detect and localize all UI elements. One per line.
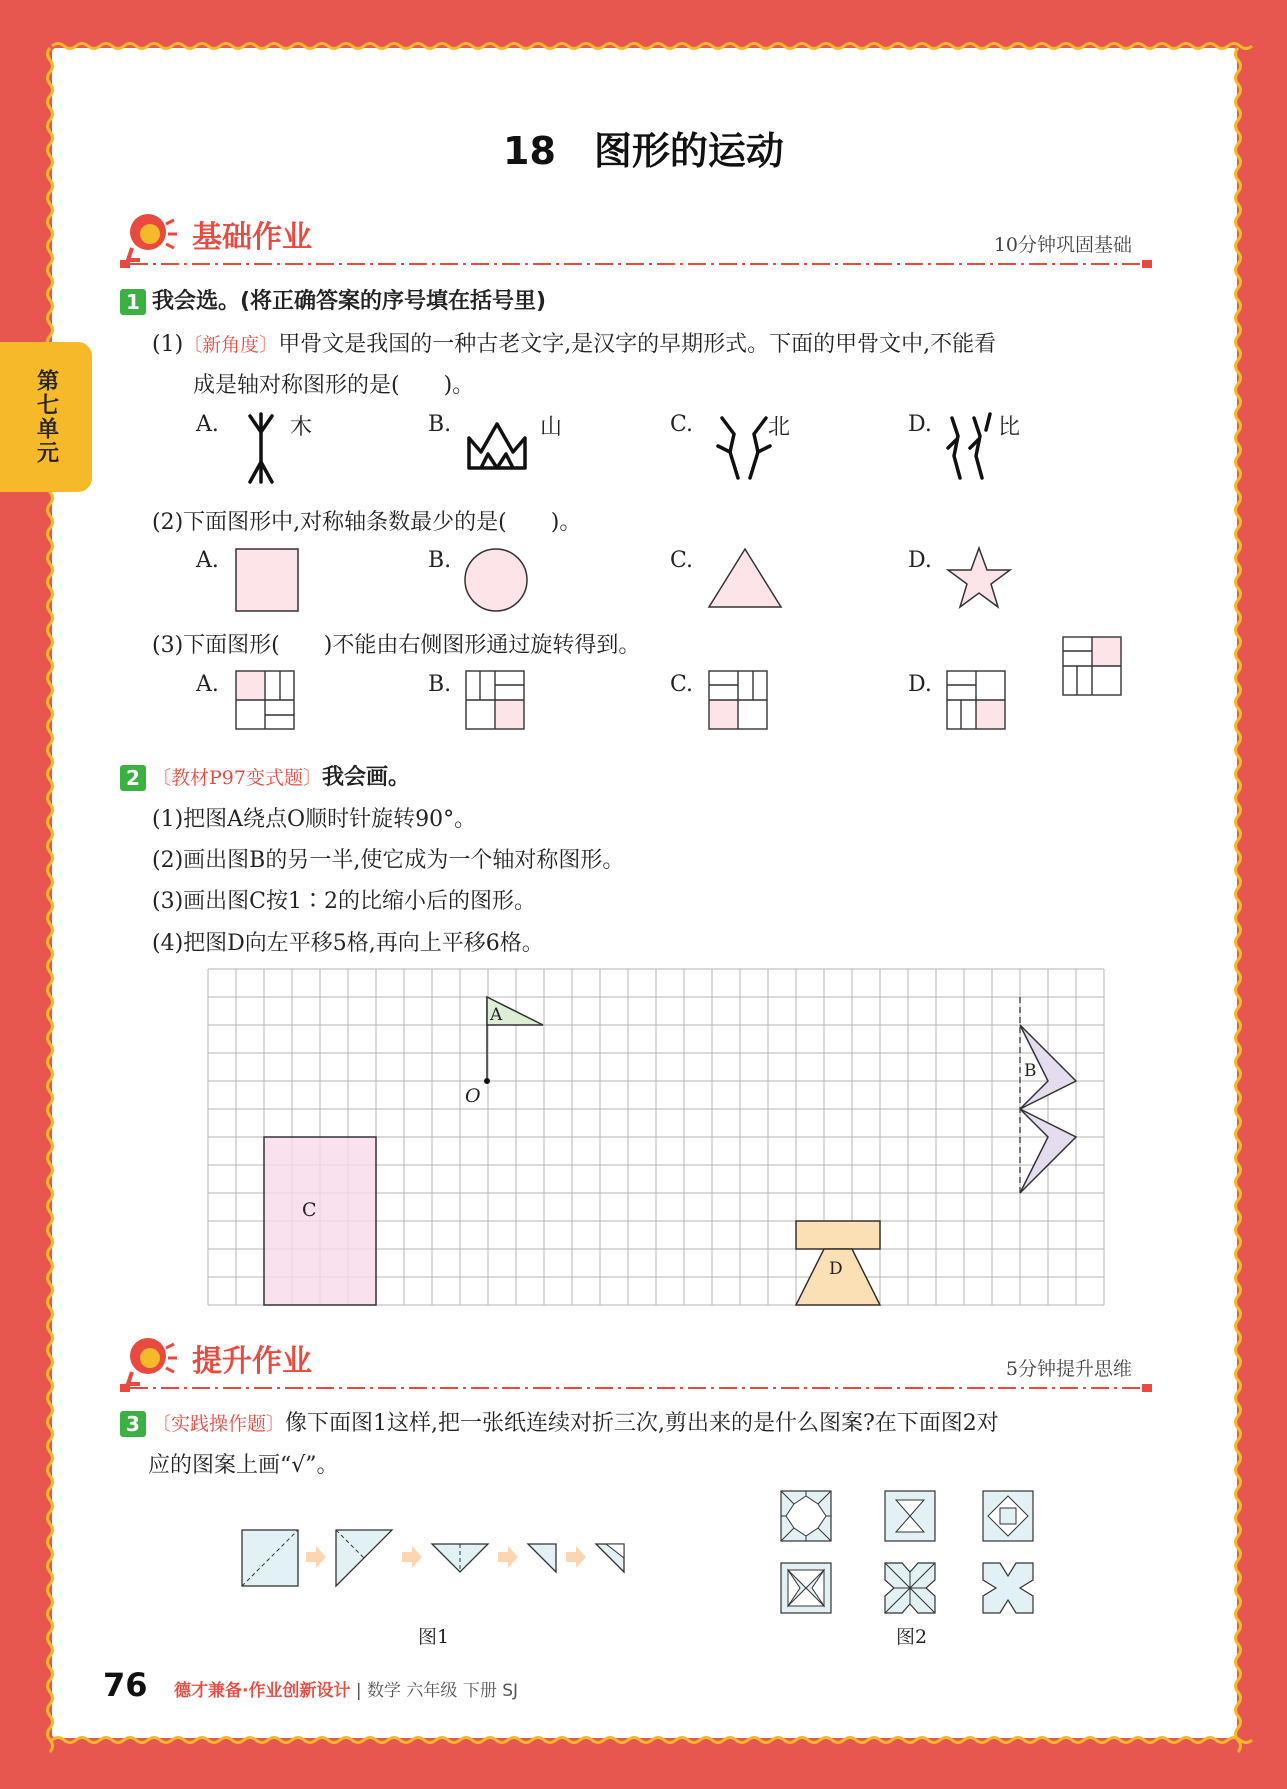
oracle-shan-glyph (466, 420, 528, 472)
oracle-mu-glyph (246, 410, 276, 486)
triangle-shape (708, 548, 782, 608)
square-shape (235, 548, 299, 612)
reference-tile-figure (1062, 636, 1122, 696)
section-advanced-label: 提升作业 (192, 1344, 312, 1379)
q2-stem: 2 〔教材P97变式题〕我会画。 (120, 760, 410, 791)
star-shape (946, 546, 1012, 610)
section-basic-label: 基础作业 (192, 220, 312, 255)
pattern-option-4[interactable] (780, 1562, 832, 1614)
q1-sub1-option-c-letter[interactable]: C. (670, 412, 694, 437)
q2-item-1: (1)把图A绕点O顺时针旋转90°。 (152, 807, 477, 832)
q3-line2: 应的图案上画“√”。 (148, 1453, 339, 1478)
figure-1-caption: 图1 (418, 1626, 450, 1648)
label-o: O (465, 1085, 481, 1107)
page-number: 76 (103, 1666, 148, 1704)
tile-option-b (465, 670, 525, 730)
footer-brand: 德才兼备·作业创新设计 | 数学 六年级 下册 SJ (174, 1681, 519, 1701)
oracle-bei-glyph (716, 412, 772, 482)
page-title: 18 图形的运动 (503, 129, 784, 173)
section-divider (120, 260, 1160, 268)
q1-sub3-option-a[interactable]: A. (196, 672, 219, 697)
q1-sub1-option-b-letter[interactable]: B. (428, 412, 452, 437)
unit-side-tab (0, 342, 92, 492)
pattern-option-2[interactable] (884, 1490, 936, 1542)
figure-2-caption: 图2 (896, 1626, 928, 1648)
q3-number: 3 (120, 1411, 146, 1437)
label-a: A (490, 1005, 503, 1025)
unit-side-tab-label: 第七单元 (33, 369, 59, 465)
q1-sub2-option-c[interactable]: C. (670, 548, 694, 573)
q1-sub1-option-c-char: 北 (768, 415, 791, 440)
label-c: C (302, 1199, 317, 1221)
q1-sub3-option-c[interactable]: C. (670, 672, 694, 697)
drawing-grid[interactable] (206, 968, 1104, 1306)
q1-sub1-line2: 成是轴对称图形的是( )。 (193, 373, 475, 398)
lamp-icon (120, 208, 180, 268)
q2-item-4: (4)把图D向左平移5格,再向上平移6格。 (152, 931, 544, 956)
oracle-bi-glyph (946, 410, 998, 482)
pattern-option-1[interactable] (780, 1490, 832, 1542)
q2-item-2: (2)画出图B的另一半,使它成为一个轴对称图形。 (152, 848, 625, 873)
q1-number: 1 (120, 289, 146, 315)
point-o (484, 1078, 490, 1084)
q1-sub3-option-d[interactable]: D. (908, 672, 932, 697)
q1-sub2-text: (2)下面图形中,对称轴条数最少的是( )。 (152, 510, 582, 535)
q1-sub2-option-a[interactable]: A. (196, 548, 219, 573)
q1-sub2-option-d[interactable]: D. (908, 548, 932, 573)
tile-option-c (708, 670, 768, 730)
section-advanced-header (120, 1332, 1160, 1392)
pattern-option-6[interactable] (982, 1562, 1034, 1614)
q1-stem: 1 我会选。(将正确答案的序号填在括号里) (120, 284, 546, 315)
q1-sub1-option-d-letter[interactable]: D. (908, 412, 932, 437)
q1-sub2-option-b[interactable]: B. (428, 548, 452, 573)
section-basic-header (120, 208, 1160, 268)
section-basic-time: 10分钟巩固基础 (993, 234, 1132, 256)
pattern-option-3[interactable] (982, 1490, 1034, 1542)
tile-option-a (235, 670, 295, 730)
q1-sub1-option-d-char: 比 (998, 415, 1021, 440)
q1-sub3-option-b[interactable]: B. (428, 672, 452, 697)
figure-c (264, 1137, 376, 1305)
q2-item-3: (3)画出图C按1∶2的比缩小后的图形。 (152, 889, 536, 914)
q2-number: 2 (120, 765, 146, 791)
circle-shape (464, 548, 528, 612)
q1-sub1-option-b-char: 山 (540, 415, 563, 440)
figure-d-top (796, 1221, 880, 1249)
tile-option-d (946, 670, 1006, 730)
q1-sub1-line1: (1)〔新角度〕甲骨文是我国的一种古老文字,是汉字的早期形式。下面的甲骨文中,不能看 (152, 332, 997, 357)
section-advanced-time: 5分钟提升思维 (1005, 1358, 1132, 1380)
section-divider (120, 1384, 1160, 1392)
pattern-option-5[interactable] (884, 1562, 936, 1614)
q3-line1: 3 〔实践操作题〕像下面图1这样,把一张纸连续对折三次,剪出来的是什么图案?在下面图2对 (120, 1406, 999, 1437)
q1-sub1-option-a-letter[interactable]: A. (196, 412, 219, 437)
folding-sequence-figure (240, 1522, 628, 1592)
label-b: B (1024, 1061, 1037, 1081)
lamp-icon (120, 1332, 180, 1392)
q1-sub3-text: (3)下面图形( )不能由右侧图形通过旋转得到。 (152, 633, 641, 658)
q1-sub1-option-a-char: 木 (290, 415, 313, 440)
label-d: D (829, 1259, 843, 1279)
